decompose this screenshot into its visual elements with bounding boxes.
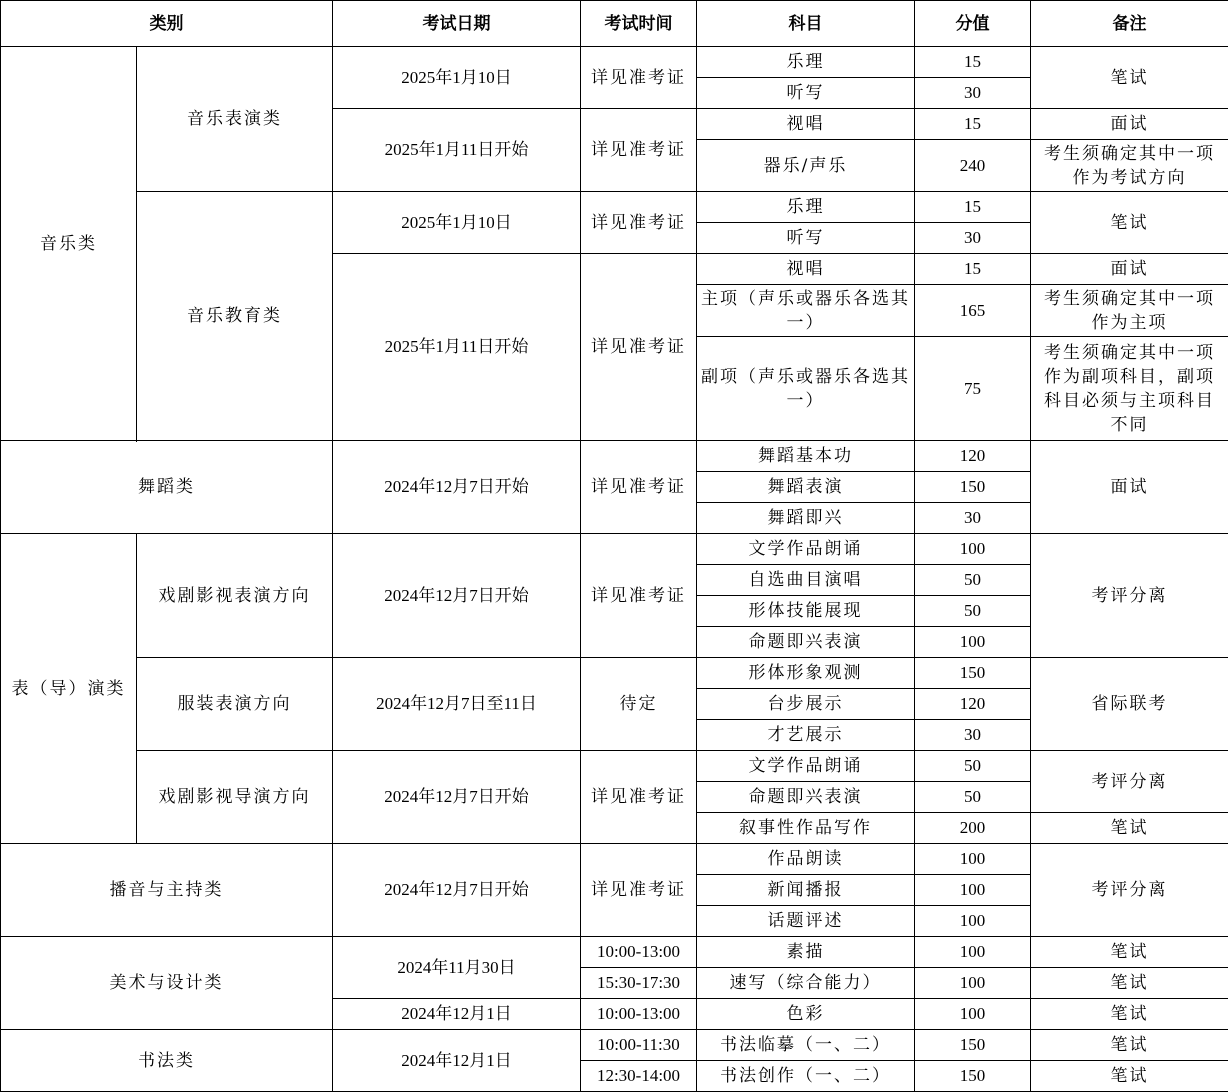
note-cell: 笔试: [1031, 813, 1228, 844]
exam-date: 2025年1月11日开始: [333, 254, 581, 441]
table-row: [1, 658, 1228, 689]
note-cell: 面试: [1031, 109, 1228, 140]
score-cell: 30: [915, 503, 1031, 534]
score-cell: 75: [915, 337, 1031, 441]
category-broadcast: 播音与主持类: [1, 844, 333, 937]
subject-cell: 乐理: [697, 47, 915, 78]
subject-cell: 听写: [697, 223, 915, 254]
note-cell: 面试: [1031, 254, 1228, 285]
subject-cell: 色彩: [697, 999, 915, 1030]
exam-time: 详见准考证: [581, 844, 697, 937]
exam-time: 待定: [581, 658, 697, 751]
exam-date: 2024年12月7日开始: [333, 844, 581, 937]
table-row: [1, 534, 1228, 565]
score-cell: 50: [915, 596, 1031, 627]
category-art: 美术与设计类: [1, 937, 333, 1030]
score-cell: 150: [915, 472, 1031, 503]
table-row: [1, 47, 1228, 78]
subject-cell: 才艺展示: [697, 720, 915, 751]
score-cell: 240: [915, 140, 1031, 192]
subject-cell: 速写（综合能力）: [697, 968, 915, 999]
subject-cell: 视唱: [697, 109, 915, 140]
subject-cell: 话题评述: [697, 906, 915, 937]
score-cell: 150: [915, 1061, 1031, 1092]
score-cell: 15: [915, 109, 1031, 140]
subcategory-drama: 戏剧影视表演方向: [137, 534, 333, 658]
note-cell: 面试: [1031, 441, 1228, 534]
note-cell: 考生须确定其中一项作为主项: [1031, 285, 1228, 337]
score-cell: 150: [915, 1030, 1031, 1061]
exam-date: 2024年12月1日: [333, 999, 581, 1030]
note-cell: 笔试: [1031, 192, 1228, 254]
note-cell: 考生须确定其中一项作为考试方向: [1031, 140, 1228, 192]
table-row: [1, 192, 1228, 223]
exam-date: 2025年1月11日开始: [333, 109, 581, 192]
exam-date: 2024年12月1日: [333, 1030, 581, 1092]
subject-cell: 文学作品朗诵: [697, 534, 915, 565]
note-cell: 笔试: [1031, 999, 1228, 1030]
subject-cell: 听写: [697, 78, 915, 109]
note-cell: 笔试: [1031, 1030, 1228, 1061]
score-cell: 100: [915, 999, 1031, 1030]
subject-cell: 作品朗读: [697, 844, 915, 875]
category-acting: 表（导）演类: [1, 534, 137, 844]
table-row: [1, 751, 1228, 782]
header-subject: 科目: [697, 1, 915, 47]
subject-cell: 器乐/声乐: [697, 140, 915, 192]
subject-cell: 书法临摹（一、二）: [697, 1030, 915, 1061]
exam-time: 详见准考证: [581, 47, 697, 109]
score-cell: 50: [915, 751, 1031, 782]
subject-cell: 视唱: [697, 254, 915, 285]
category-dance: 舞蹈类: [1, 441, 333, 534]
subject-cell: 形体技能展现: [697, 596, 915, 627]
score-cell: 120: [915, 441, 1031, 472]
note-cell: 笔试: [1031, 968, 1228, 999]
exam-date: 2024年12月7日至11日: [333, 658, 581, 751]
score-cell: 100: [915, 937, 1031, 968]
header-note: 备注: [1031, 1, 1228, 47]
exam-date: 2024年11月30日: [333, 937, 581, 999]
exam-time: 15:30-17:30: [581, 968, 697, 999]
note-cell: 考生须确定其中一项作为副项科目，副项科目必须与主项科目不同: [1031, 337, 1228, 441]
subject-cell: 书法创作（一、二）: [697, 1061, 915, 1092]
note-cell: 笔试: [1031, 1061, 1228, 1092]
note-cell: 考评分离: [1031, 844, 1228, 937]
exam-time: 详见准考证: [581, 109, 697, 192]
table-row: [1, 844, 1228, 875]
score-cell: 100: [915, 906, 1031, 937]
header-date: 考试日期: [333, 1, 581, 47]
score-cell: 50: [915, 565, 1031, 596]
subject-cell: 舞蹈表演: [697, 472, 915, 503]
subject-cell: 主项（声乐或器乐各选其一）: [697, 285, 915, 337]
note-cell: 笔试: [1031, 47, 1228, 109]
exam-date: 2024年12月7日开始: [333, 534, 581, 658]
subject-cell: 文学作品朗诵: [697, 751, 915, 782]
exam-time: 10:00-13:00: [581, 937, 697, 968]
exam-time: 详见准考证: [581, 751, 697, 844]
exam-time: 12:30-14:00: [581, 1061, 697, 1092]
subject-cell: 叙事性作品写作: [697, 813, 915, 844]
subject-cell: 副项（声乐或器乐各选其一）: [697, 337, 915, 441]
exam-date: 2024年12月7日开始: [333, 751, 581, 844]
subject-cell: 素描: [697, 937, 915, 968]
score-cell: 30: [915, 78, 1031, 109]
category-music: 音乐类: [1, 47, 137, 441]
exam-date: 2025年1月10日: [333, 192, 581, 254]
exam-time: 详见准考证: [581, 441, 697, 534]
subcategory-director: 戏剧影视导演方向: [137, 751, 333, 844]
exam-time: 详见准考证: [581, 254, 697, 441]
subject-cell: 舞蹈基本功: [697, 441, 915, 472]
table-row: [1, 441, 1228, 472]
score-cell: 150: [915, 658, 1031, 689]
exam-time: 10:00-11:30: [581, 1030, 697, 1061]
header-score: 分值: [915, 1, 1031, 47]
note-cell: 考评分离: [1031, 534, 1228, 658]
subject-cell: 自选曲目演唱: [697, 565, 915, 596]
score-cell: 165: [915, 285, 1031, 337]
exam-time: 10:00-13:00: [581, 999, 697, 1030]
table-row: [1, 1030, 1228, 1061]
score-cell: 15: [915, 254, 1031, 285]
score-cell: 100: [915, 844, 1031, 875]
subcategory-music-edu: 音乐教育类: [137, 192, 333, 441]
subject-cell: 命题即兴表演: [697, 782, 915, 813]
score-cell: 30: [915, 223, 1031, 254]
subcategory-fashion: 服装表演方向: [137, 658, 333, 751]
score-cell: 100: [915, 875, 1031, 906]
score-cell: 100: [915, 627, 1031, 658]
table-row: [1, 937, 1228, 968]
exam-date: 2025年1月10日: [333, 47, 581, 109]
score-cell: 120: [915, 689, 1031, 720]
score-cell: 100: [915, 534, 1031, 565]
subcategory-music-perform: 音乐表演类: [137, 47, 333, 192]
note-cell: 笔试: [1031, 937, 1228, 968]
exam-date: 2024年12月7日开始: [333, 441, 581, 534]
score-cell: 15: [915, 192, 1031, 223]
subject-cell: 命题即兴表演: [697, 627, 915, 658]
score-cell: 200: [915, 813, 1031, 844]
category-calligraphy: 书法类: [1, 1030, 333, 1092]
subject-cell: 乐理: [697, 192, 915, 223]
header-category: 类别: [1, 1, 333, 47]
exam-time: 详见准考证: [581, 534, 697, 658]
exam-time: 详见准考证: [581, 192, 697, 254]
subject-cell: 舞蹈即兴: [697, 503, 915, 534]
score-cell: 30: [915, 720, 1031, 751]
header-row: [1, 1, 1228, 47]
subject-cell: 新闻播报: [697, 875, 915, 906]
score-cell: 50: [915, 782, 1031, 813]
subject-cell: 形体形象观测: [697, 658, 915, 689]
score-cell: 15: [915, 47, 1031, 78]
note-cell: 考评分离: [1031, 751, 1228, 813]
score-cell: 100: [915, 968, 1031, 999]
subject-cell: 台步展示: [697, 689, 915, 720]
header-time: 考试时间: [581, 1, 697, 47]
note-cell: 省际联考: [1031, 658, 1228, 751]
